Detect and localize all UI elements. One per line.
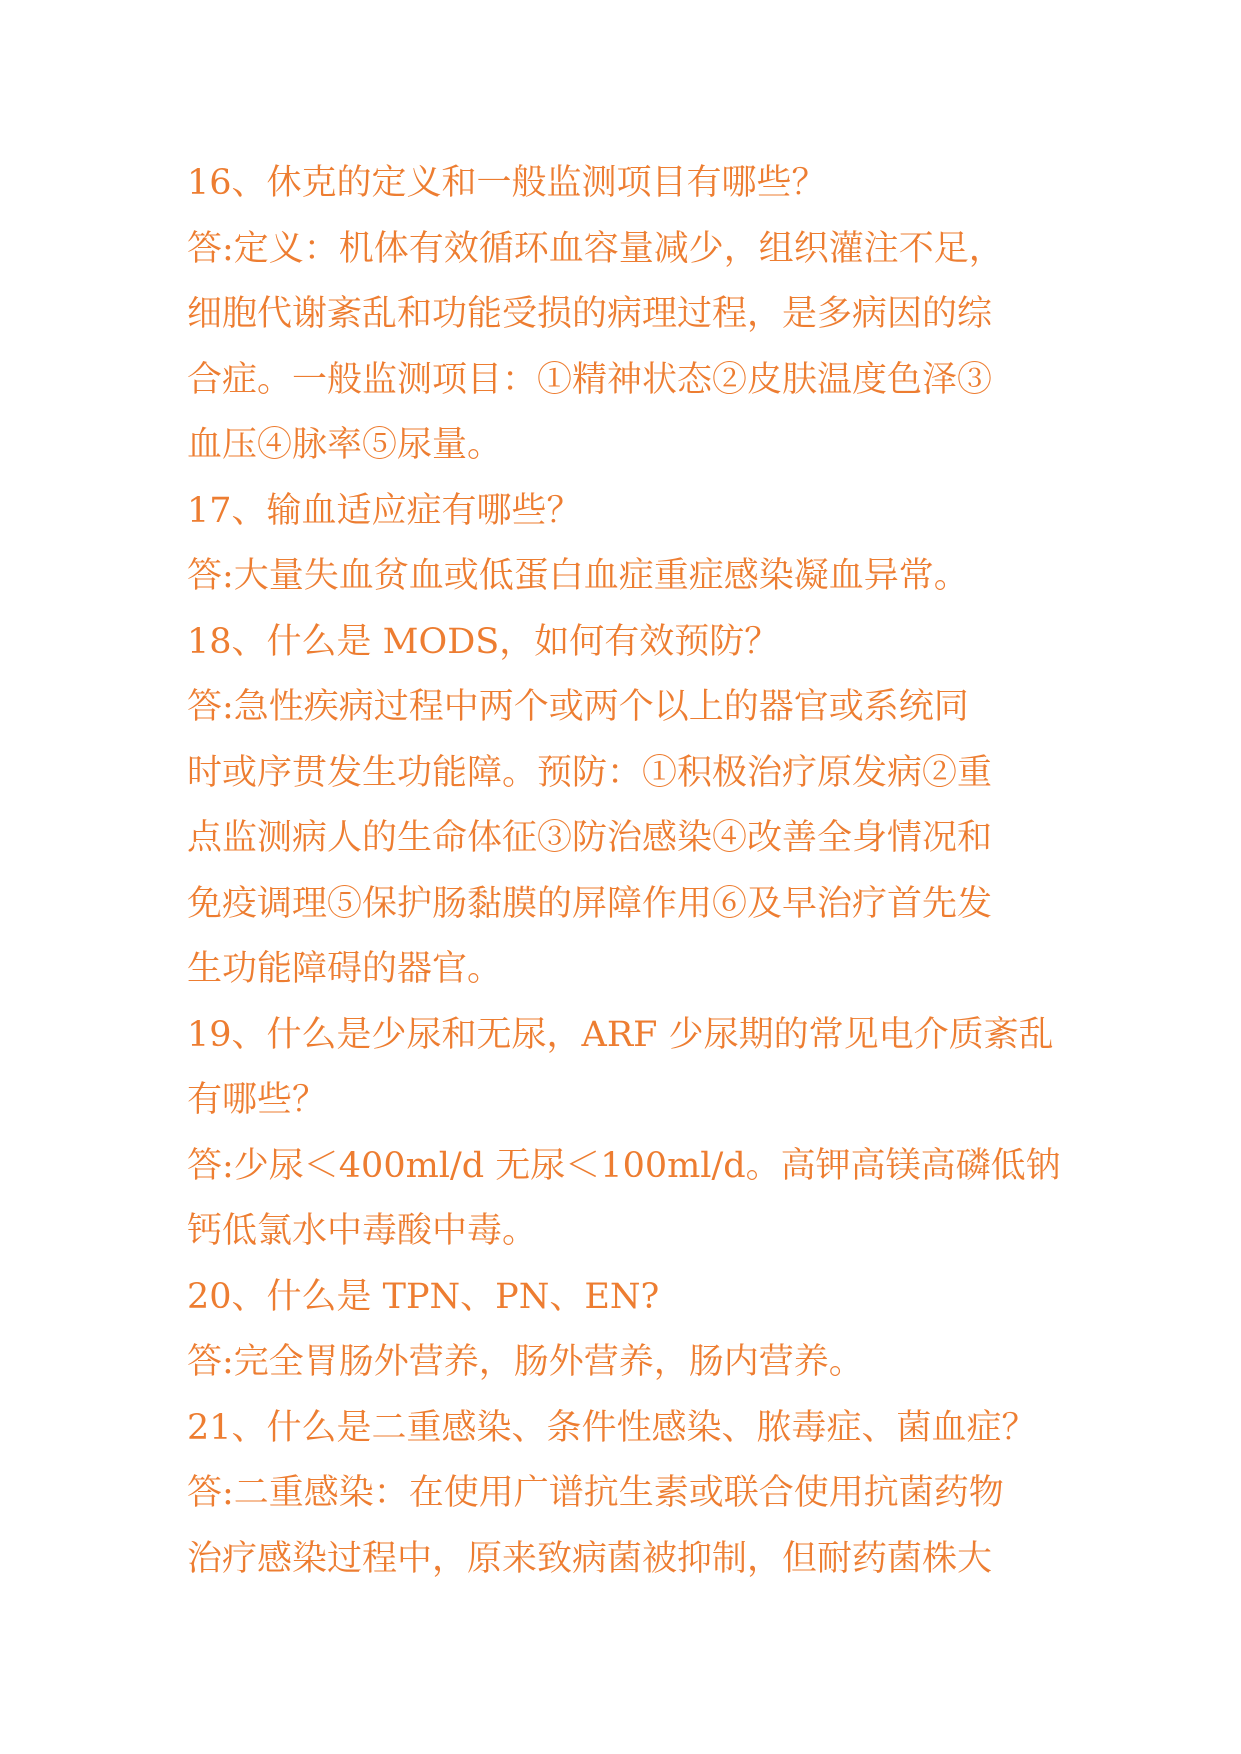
- question-17: 17、输血适应症有哪些？: [187, 490, 582, 531]
- question-20: 20、什么是 TPN、PN、EN?: [187, 1276, 660, 1317]
- question-21: 21、什么是二重感染、条件性感染、脓毒症、菌血症？: [187, 1407, 1037, 1448]
- answer-line: 合症。一般监测项目：①精神状态②皮肤温度色泽③: [187, 359, 993, 400]
- answer-line: 钙低氯水中毒酸中毒。: [187, 1211, 538, 1251]
- answer-line: 免疫调理⑤保护肠黏膜的屏障作用⑥及早治疗首先发: [187, 883, 993, 924]
- answer-line: 血压④脉率⑤尿量。: [187, 425, 503, 465]
- answer-line: 生功能障碍的器官。: [187, 949, 503, 989]
- answer-line: 时或序贯发生功能障。预防：①积极治疗原发病②重: [187, 752, 993, 793]
- answer-line: 点监测病人的生命体征③防治感染④改善全身情况和: [187, 818, 993, 858]
- answer-line: 细胞代谢紊乱和功能受损的病理过程，是多病因的综: [187, 294, 993, 334]
- question-16: 16、休克的定义和一般监测项目有哪些？: [187, 163, 827, 203]
- answer-line: 答:定义：机体有效循环血容量减少，组织灌注不足，: [187, 228, 1004, 269]
- question-19: 19、什么是少尿和无尿，ARF 少尿期的常见电介质紊乱: [187, 1014, 1054, 1055]
- answer-line: 答:急性疾病过程中两个或两个以上的器官或系统同: [187, 687, 969, 727]
- document-body: [187, 151, 1067, 1592]
- question-line: 有哪些？: [187, 1080, 328, 1120]
- answer-line: 答:少尿＜400ml/d 无尿＜100ml/d。高钾高镁高磷低钠: [187, 1145, 1061, 1186]
- answer-line: 答:二重感染：在使用广谱抗生素或联合使用抗菌药物: [187, 1473, 1004, 1513]
- answer-line: 治疗感染过程中，原来致病菌被抑制，但耐药菌株大: [187, 1538, 993, 1579]
- question-18: 18、什么是 MODS，如何有效预防？: [187, 621, 780, 662]
- answer-line: 答:大量失血贫血或低蛋白血症重症感染凝血异常。: [187, 556, 969, 596]
- answer-line: 答:完全胃肠外营养，肠外营养，肠内营养。: [187, 1342, 864, 1382]
